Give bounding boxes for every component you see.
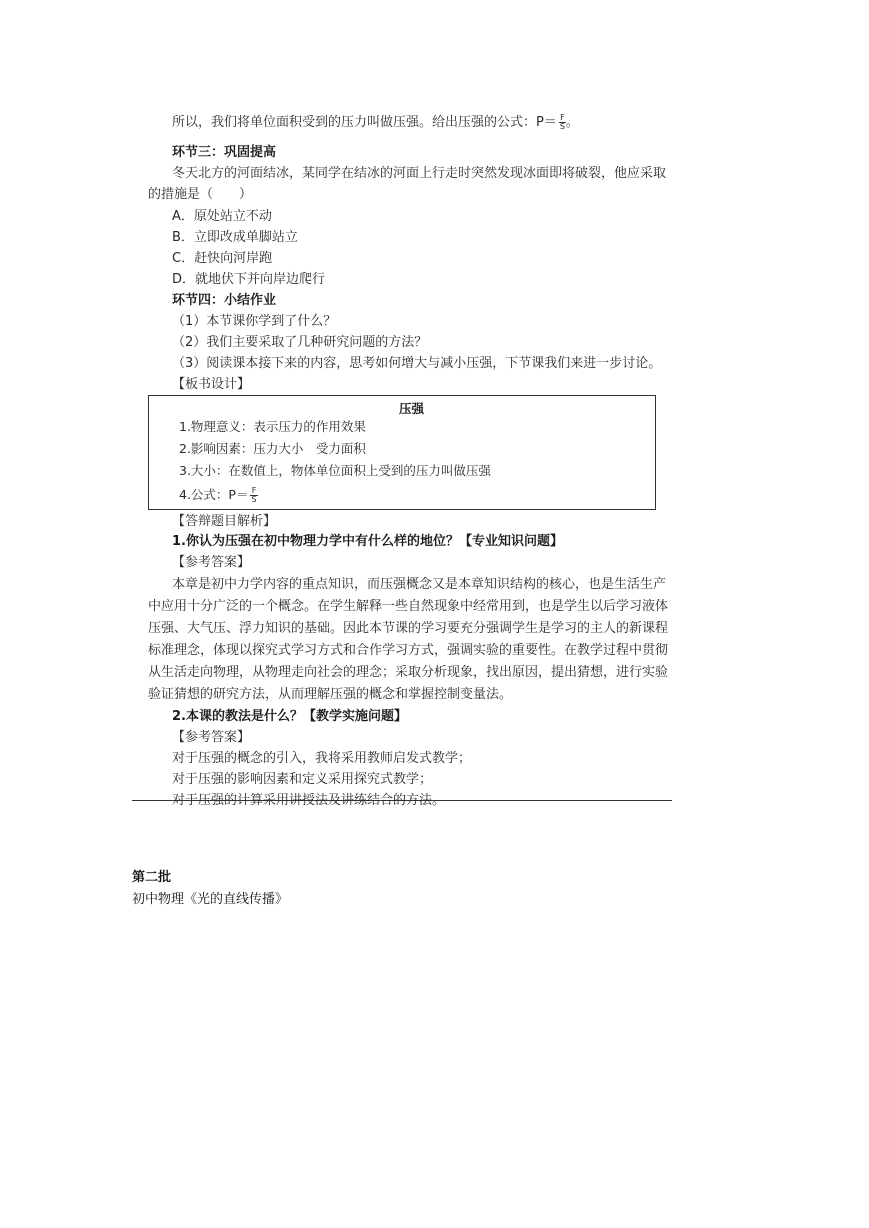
intro-line: 所以，我们将单位面积受到的压力叫做压强。给出压强的公式：P＝ $\frac{F}{S}$ 。: [172, 113, 579, 131]
answer1-line: 压强、大气压、浮力知识的基础。因此本节课的学习要充分强调学生是学习的主人的新课程: [148, 621, 669, 636]
board-pressure-fraction: $\frac{F}{S}$: [251, 486, 257, 504]
board-item-3: 3.大小：在数值上，物体单位面积上受到的压力叫做压强: [179, 463, 491, 478]
defense-label: 【答辩题目解析】: [172, 514, 277, 529]
board-item-2: 2.影响因素：压力大小 受力面积: [179, 441, 366, 456]
answer1-line: 中应用十分广泛的一个概念。在学生解释一些自然现象中经常用到，也是学生以后学习液体: [148, 599, 669, 614]
scanned-lesson-image: [132, 108, 672, 808]
question-1: 1.你认为压强在初中物理力学中有什么样的地位？【专业知识问题】: [172, 534, 563, 549]
board-item-1: 1.物理意义：表示压力的作用效果: [179, 419, 366, 434]
summary-item-2: （2）我们主要采取了几种研究问题的方法？: [172, 335, 428, 350]
section4-title: 环节四：小结作业: [172, 293, 277, 308]
board-design-label: 【板书设计】: [172, 377, 251, 392]
answer2-line: 对于压强的影响因素和定义采用探究式教学；: [172, 772, 433, 787]
answer1-line: 本章是初中力学内容的重点知识，而压强概念又是本章知识结构的核心，也是生活生产: [172, 577, 667, 592]
summary-item-3: （3）阅读课本接下来的内容，思考如何增大与减小压强，下节课我们来进一步讨论。: [172, 356, 662, 371]
lesson-title: 初中物理《光的直线传播》: [132, 892, 289, 907]
pressure-fraction: $\frac{F}{S}$: [559, 113, 565, 131]
summary-item-1: （1）本节课你学到了什么？: [172, 314, 337, 329]
question-line-1: 冬天北方的河面结冰，某同学在结冰的河面上行走时突然发现冰面即将破裂，他应采取: [172, 166, 667, 181]
board-design-box: [148, 395, 656, 510]
section3-title: 环节三：巩固提高: [172, 145, 277, 160]
answer1-line: 验证猜想的研究方法，从而理解压强的概念和掌握控制变量法。: [148, 687, 513, 702]
option-b: B．立即改成单脚站立: [172, 230, 298, 245]
question-line-2: 的措施是（ ）: [148, 187, 253, 202]
option-a: A．原处站立不动: [172, 209, 272, 224]
option-d: D．就地伏下并向岸边爬行: [172, 272, 326, 287]
reference-answer-label-2: 【参考答案】: [172, 730, 251, 745]
answer2-line: 对于压强的计算采用讲授法及讲练结合的方法。: [172, 793, 446, 808]
answer1-line: 标准理念，体现以探究式学习方式和合作学习方式，强调实验的重要性。在教学过程中贯彻: [148, 643, 669, 658]
reference-answer-label-1: 【参考答案】: [172, 555, 251, 570]
answer1-line: 从生活走向物理，从物理走向社会的理念；采取分析现象，找出原因，提出猜想，进行实验: [148, 665, 669, 680]
board-title: 压强: [399, 401, 425, 416]
answer2-line: 对于压强的概念的引入，我将采用教师启发式教学；: [172, 751, 472, 766]
board-item-4: 4.公式：P＝ $\frac{F}{S}$: [179, 486, 257, 504]
option-c: C．赶快向河岸跑: [172, 251, 273, 266]
question-2: 2.本课的教法是什么？【教学实施问题】: [172, 709, 407, 724]
batch-heading: 第二批: [132, 870, 172, 885]
